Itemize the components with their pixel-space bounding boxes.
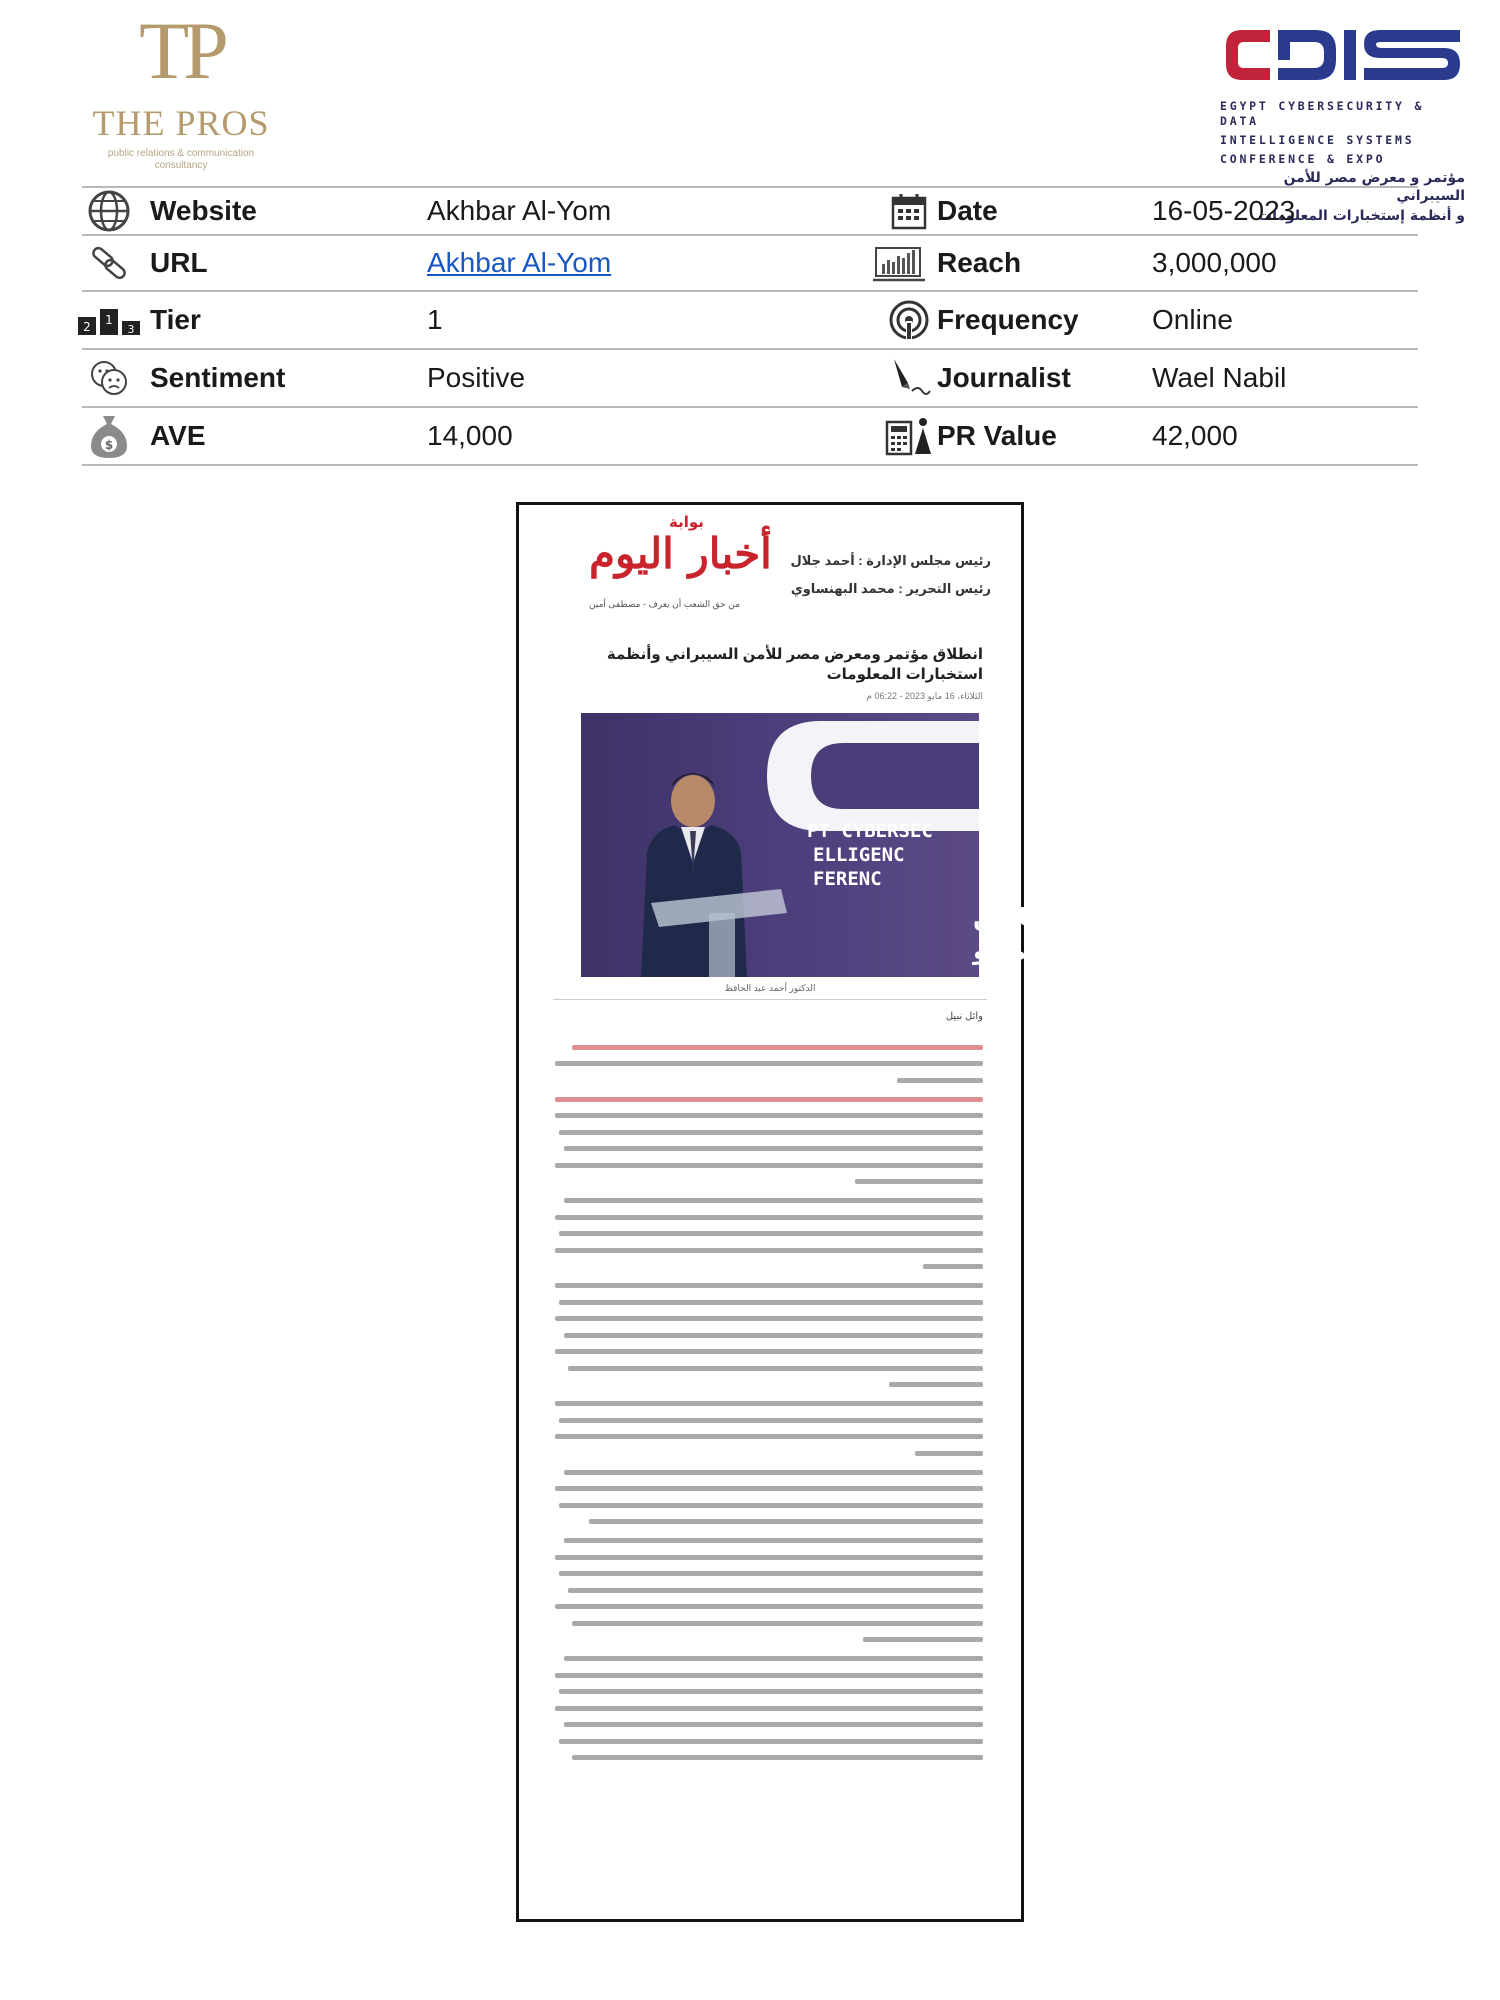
masks-icon <box>82 350 136 406</box>
date-value: 16-05-2023 <box>1152 195 1296 226</box>
photo-caption: الدكتور أحمد عبد الحافظ <box>724 983 816 993</box>
article-clipping <box>516 502 1118 1922</box>
ave-value: 14,000 <box>427 420 513 451</box>
cdis-line-3: CONFERENCE & EXPO <box>1220 152 1386 166</box>
article-paragraph <box>555 1097 983 1185</box>
cdis-word-text: CDIS <box>1220 20 1223 21</box>
link-icon <box>82 236 136 290</box>
svg-text:1: 1 <box>105 313 113 327</box>
svg-text:2: 2 <box>83 320 91 334</box>
pr-value-label: PR Value <box>937 420 1057 451</box>
newspaper-logo: أخبار اليوم <box>589 529 772 578</box>
website-label: Website <box>150 195 257 226</box>
pros-monogram: TP <box>139 5 223 96</box>
newspaper-slogan: من حق الشعب أن يعرف - مصطفى أمين <box>589 599 740 609</box>
article-paragraph <box>555 1045 983 1083</box>
svg-text:3: 3 <box>127 323 135 336</box>
article-title: انطلاق مؤتمر ومعرض مصر للأمن السيبراني وأنظمة استخبارات المعلومات <box>606 646 983 683</box>
article-body <box>555 1033 983 1774</box>
journalist-value: Wael Nabil <box>1152 362 1287 393</box>
photo-backdrop-text-2: ELLIGENC <box>813 844 905 866</box>
article-author: وائل نبيل <box>945 1011 983 1022</box>
chart-monitor-icon <box>872 236 926 290</box>
ave-label: AVE <box>150 420 206 451</box>
article-paragraph <box>555 1401 983 1456</box>
article-date: الثلاثاء، 16 مايو 2023 - 06:22 م <box>866 691 983 701</box>
tier-value: 1 <box>427 304 443 335</box>
article-photo <box>581 713 1118 977</box>
svg-text:$: $ <box>104 438 114 452</box>
editor-line: رئيس التحرير : محمد البهنساوي <box>790 581 991 596</box>
newspaper-masthead <box>790 547 991 603</box>
article-paragraph <box>555 1538 983 1642</box>
info-row-url <box>82 236 1418 292</box>
frequency-label: Frequency <box>937 304 1079 335</box>
sentiment-value: Positive <box>427 362 526 393</box>
cdis-line-2: INTELLIGENCE SYSTEMS <box>1220 133 1415 147</box>
sentiment-label: Sentiment <box>150 362 286 393</box>
info-row-sentiment <box>82 350 1418 408</box>
pros-tagline: public relations & communication consultancy <box>107 148 255 171</box>
pr-value-value: 42,000 <box>1152 420 1238 451</box>
photo-backdrop-arabic-2: بارات المعلو <box>973 937 1118 965</box>
date-label: Date <box>937 195 998 226</box>
article-paragraph <box>555 1283 983 1387</box>
info-row-ave <box>82 408 1418 466</box>
article-paragraph <box>555 1198 983 1269</box>
photo-backdrop-arabic-1: مصر للأمن <box>973 903 1099 931</box>
media-info-table <box>82 186 1418 466</box>
article-paragraph <box>555 1470 983 1525</box>
the-pros-logo <box>86 5 276 172</box>
money-bag-icon <box>82 408 136 464</box>
calculator-icon <box>882 408 936 464</box>
podium-icon <box>82 292 136 348</box>
newspaper-logo-top: بوابة <box>669 514 704 531</box>
info-row-website <box>82 186 1418 236</box>
reach-label: Reach <box>937 247 1022 278</box>
cdis-wordmark <box>1220 20 1465 90</box>
pros-name: THE PROS <box>92 103 270 143</box>
pen-icon <box>882 350 936 406</box>
article-paragraph <box>555 1656 983 1760</box>
photo-backdrop-text-1: PT CYBERSEC <box>807 820 933 842</box>
newspaper-header <box>519 505 1021 615</box>
cdis-arabic-1: مؤتمر و معرض مصر للأمن السيبراني <box>1283 170 1465 204</box>
article-separator <box>553 999 987 1000</box>
website-value: Akhbar Al-Yom <box>427 195 612 226</box>
journalist-label: Journalist <box>937 362 1071 393</box>
chairman-line: رئيس مجلس الإدارة : أحمد جلال <box>790 553 991 568</box>
url-label: URL <box>150 247 208 278</box>
cdis-line-1: EGYPT CYBERSECURITY & DATA <box>1220 99 1425 128</box>
tier-label: Tier <box>150 304 201 335</box>
url-link[interactable]: Akhbar Al-Yom <box>427 247 612 278</box>
broadcast-icon <box>882 292 936 348</box>
info-row-tier <box>82 292 1418 350</box>
globe-icon <box>82 188 136 234</box>
frequency-value: Online <box>1152 304 1233 335</box>
calendar-icon <box>882 188 936 234</box>
cdis-arabic-2: و أنظمة إستخبارات المعلومات <box>1258 208 1465 224</box>
reach-value: 3,000,000 <box>1152 247 1277 278</box>
photo-backdrop-text-3: FERENC <box>813 868 882 890</box>
